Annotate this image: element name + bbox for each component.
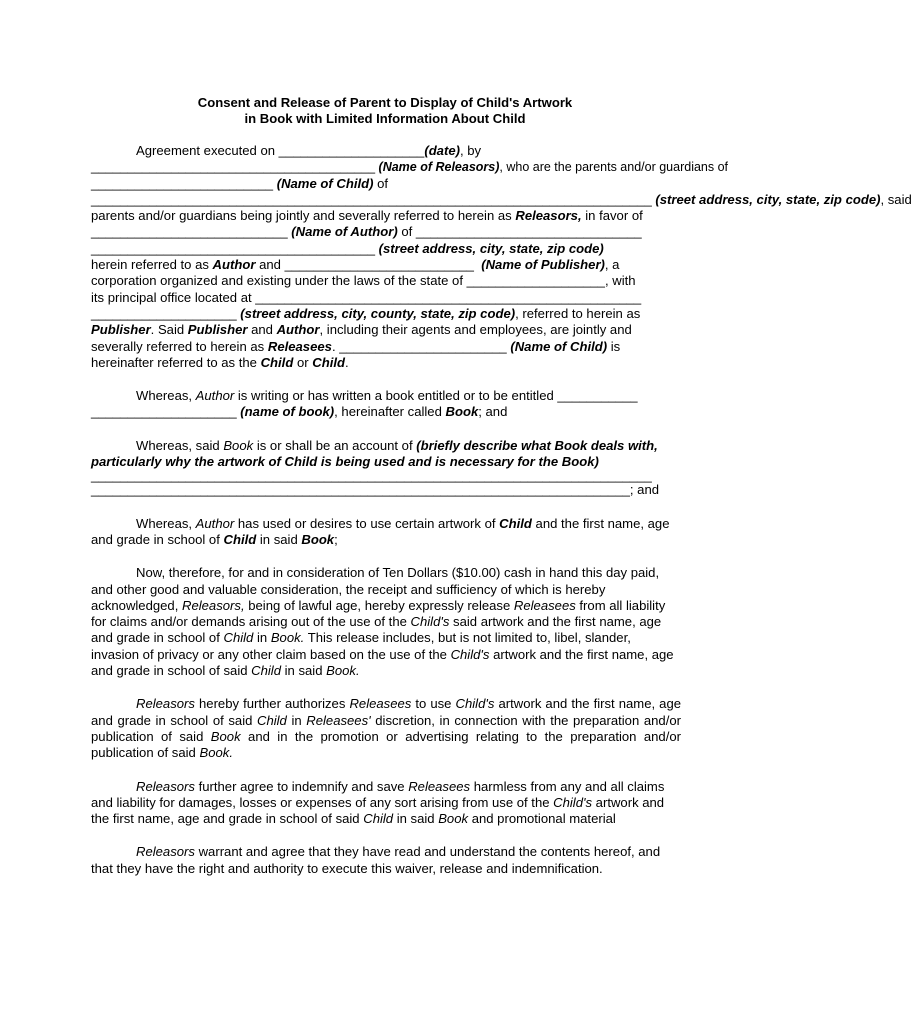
document-title (0, 95, 770, 127)
paragraph-agreement: Agreement executed on ____________________(date), by ________________________________________ (Name of Releasors), who are the parents and/or guardians of _________________________ (Name of Child) of _____________________________________________________________________________ (street address, city, state, zip code), said parents and/or guardians being jointly and severally referred to herein as Releasors, in favor of ___________________________ (Name of Author) of _______________________________ _______________________________________ (street address, city, state, zip code) herein referred to as Author and __________________________ (Name of Publisher), a corporation organized and existing under the laws of the state of ___________________, with its principal office located at _____________________________________________________ ____________________ (street address, city, county, state, zip code), referred to herein as Publisher. Said Publisher and Author, including their agents and employees, are jointly and severally referred to herein as Releasees. _______________________ (Name of Child) is hereinafter referred to as the Child or Child. (91, 143, 912, 370)
date-blank[interactable]: ____________________ (278, 143, 425, 158)
title-line-2: in Book with Limited Information About Child (244, 111, 526, 126)
paragraph-authorization: Releasors hereby further authorizes Releasees to use Child's artwork and the first name, age and grade in school of said Child in Releasees' discretion, in connection with the preparation and/or publication of said Book and in the promotion or advertising relating to the preparation and/or publication of said Book. (91, 696, 682, 761)
state-blank[interactable]: ___________________ (466, 273, 605, 289)
author-name-blank[interactable]: ___________________________ (91, 224, 288, 240)
paragraph-artwork: Whereas, Author has used or desires to use certain artwork of Child and the first name, age and grade in school of Child in said Book; (91, 515, 670, 547)
book-title-blank[interactable]: ___________ (557, 388, 638, 404)
releasors-name-blank[interactable]: __________________ (91, 159, 223, 175)
paragraph-book: Whereas, Author is writing or has written a book entitled or to be entitled ___________ ____________________ (name of book), hereinafter called Book; and (91, 388, 638, 420)
paragraph-indemnify: Releasors further agree to indemnify and save Releasees harmless from any and all claims and liability for damages, losses or expenses of any sort arising from use of the Child's artwork and the first name, age and grade in school of said Child in said Book and promotional material (91, 778, 665, 827)
description-blank-2[interactable]: __________________________________________________________________________ (91, 482, 630, 498)
child-name-blank[interactable]: _________________________ (91, 175, 274, 191)
paragraph-warranty: Releasors warrant and agree that they have read and understand the contents hereof, and that they have the right and authority to execute this waiver, release and indemnification. (91, 844, 661, 876)
paragraph-release: Now, therefore, for and in consideration of Ten Dollars ($10.00) cash in hand this day paid, and other good and valuable consideration, the receipt and sufficiency of which is hereby acknowledged, Releasors, being of lawful age, hereby expressly release Releasees from all liability for claims and/or demands arising out of the use of the Child's said artwork and the first name, age and grade in school of Child in Book. This release includes, but is not limited to, libel, slander, invasion of privacy or any other claim based on the use of the Child's artwork and the first name, age and grade in school of said Child in said Book. (91, 565, 674, 679)
office-address-blank[interactable]: _____________________________________________________ (255, 289, 642, 305)
document-body (91, 143, 912, 894)
paragraph-account: Whereas, said Book is or shall be an account of (briefly describe what Book deals with, particularly why the artwork of Child is being used and is necessary for the Book) _____________________________________________________________________________ __________________________________________________________________________; and (91, 437, 660, 498)
description-blank-1[interactable]: _____________________________________________________________________________ (91, 468, 652, 484)
title-line-1: Consent and Release of Parent to Display of Child's Artwork (197, 95, 573, 110)
publisher-name-blank[interactable]: __________________________ (284, 257, 474, 273)
